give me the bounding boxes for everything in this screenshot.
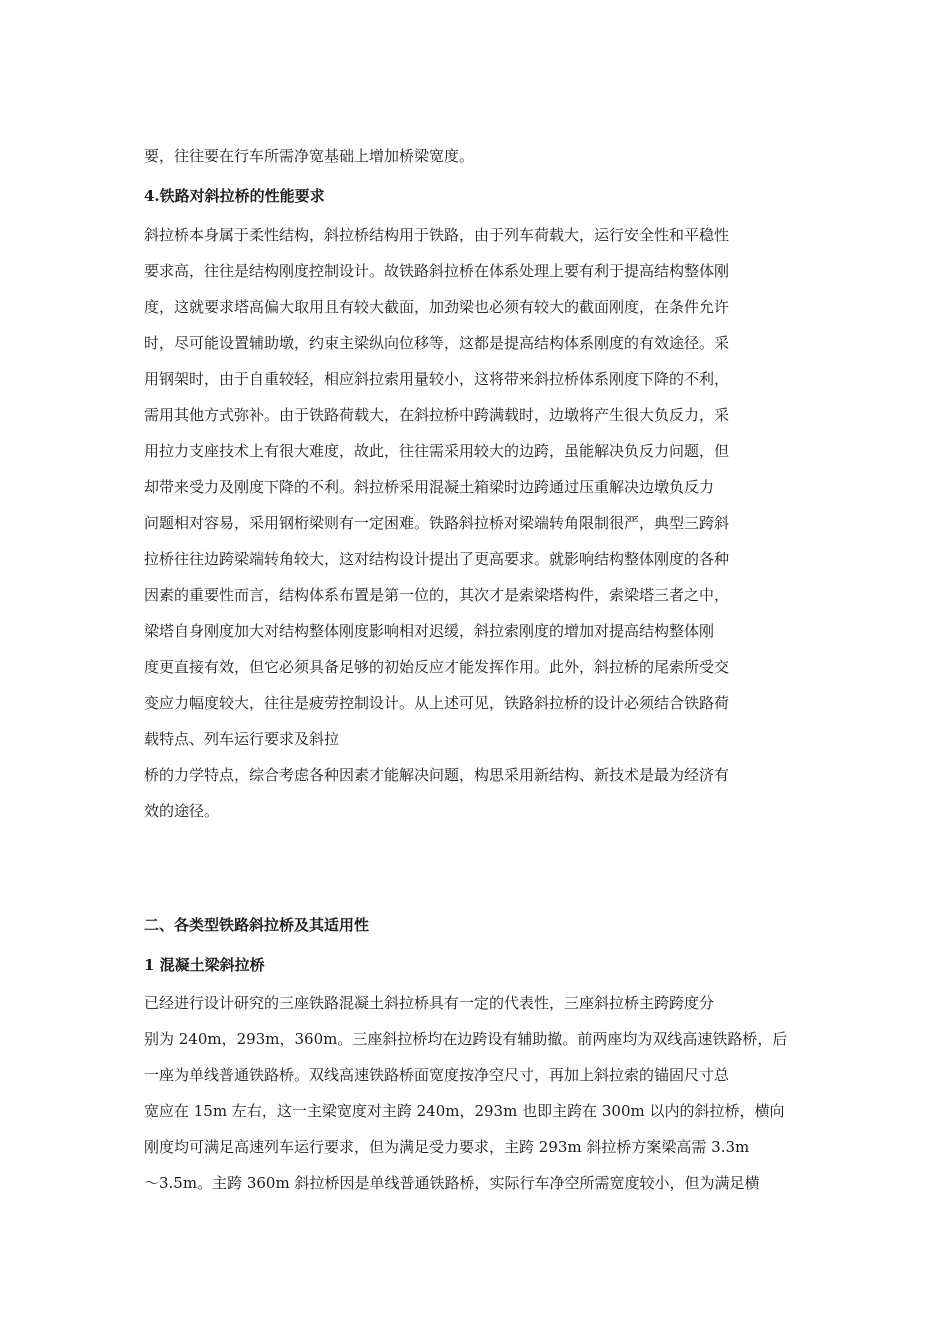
text-line: 变应力幅度较大，往往是疲劳控制设计。从上述可见，铁路斜拉桥的设计必须结合铁路荷 [144,694,730,712]
text-line: 一座为单线普通铁路桥。双线高速铁路桥面宽度按净空尺寸，再加上斜拉索的锚固尺寸总 [144,1066,730,1084]
text-line: 时，尽可能设置辅助墩，约束主梁纵向位移等，这都是提高结构体系刚度的有效途径。采 [144,334,730,352]
text-line: 斜拉桥本身属于柔性结构，斜拉桥结构用于铁路，由于列车荷载大，运行安全性和平稳性 [144,226,730,244]
text-line: 拉桥往往边跨梁端转角较大，这对结构设计提出了更高要求。就影响结构整体刚度的各种 [144,550,730,568]
text-line: 度更直接有效，但它必须具备足够的初始反应才能发挥作用。此外，斜拉桥的尾索所受交 [144,658,730,676]
subsection-heading-1: 1 混凝土梁斜拉桥 [144,956,265,974]
text-line: 宽应在 15m 左右，这一主梁宽度对主跨 240m，293m 也即主跨在 300m 以内的斜拉桥，横向 [144,1102,785,1120]
text-line: 需用其他方式弥补。由于铁路荷载大，在斜拉桥中跨满载时，边墩将产生很大负反力，采 [144,406,730,424]
text-line: 度，这就要求塔高偏大取用且有较大截面，加劲梁也必须有较大的截面刚度，在条件允许 [144,298,730,316]
text-line: 用拉力支座技术上有很大难度，故此，往往需采用较大的边跨，虽能解决负反力问题，但 [144,442,730,460]
section-heading-2: 二、各类型铁路斜拉桥及其适用性 [144,916,370,934]
text-line: 却带来受力及刚度下降的不利。斜拉桥采用混凝土箱梁时边跨通过压重解决边墩负反力 [144,478,715,496]
text-line: 因素的重要性而言，结构体系布置是第一位的，其次才是索梁塔构件，索梁塔三者之中， [144,586,730,604]
text-line: 已经进行设计研究的三座铁路混凝土斜拉桥具有一定的代表性，三座斜拉桥主跨跨度分 [144,994,715,1012]
text-line: 要求高，往往是结构刚度控制设计。故铁路斜拉桥在体系处理上要有利于提高结构整体刚 [144,262,730,280]
text-line: 效的途径。 [144,802,220,820]
text-line: 问题相对容易，采用钢桁梁则有一定困难。铁路斜拉桥对梁端转角限制很严，典型三跨斜 [144,514,730,532]
text-line: 要，往往要在行车所需净宽基础上增加桥梁宽度。 [144,147,475,165]
text-line: 别为 240m，293m，360m。三座斜拉桥均在边跨设有辅助撤。前两座均为双线高速铁路桥，后 [144,1030,788,1048]
text-line: 桥的力学特点，综合考虑各种因素才能解决问题，构思采用新结构、新技术是最为经济有 [144,766,730,784]
section-heading-4: 4.铁路对斜拉桥的性能要求 [144,187,325,205]
text-line: 刚度均可满足高速列车运行要求，但为满足受力要求，主跨 293m 斜拉桥方案梁高需 3.3m [144,1138,750,1156]
text-line: 载特点、列车运行要求及斜拉 [144,730,340,748]
text-line: 用钢架时，由于自重较轻，相应斜拉索用量较小，这将带来斜拉桥体系刚度下降的不利， [144,370,730,388]
text-line: 梁塔自身刚度加大对结构整体刚度影响相对迟缓，斜拉索刚度的增加对提高结构整体刚 [144,622,715,640]
text-line: ～3.5m。主跨 360m 斜拉桥因是单线普通铁路桥，实际行车净空所需宽度较小，但为满足横 [144,1174,760,1192]
